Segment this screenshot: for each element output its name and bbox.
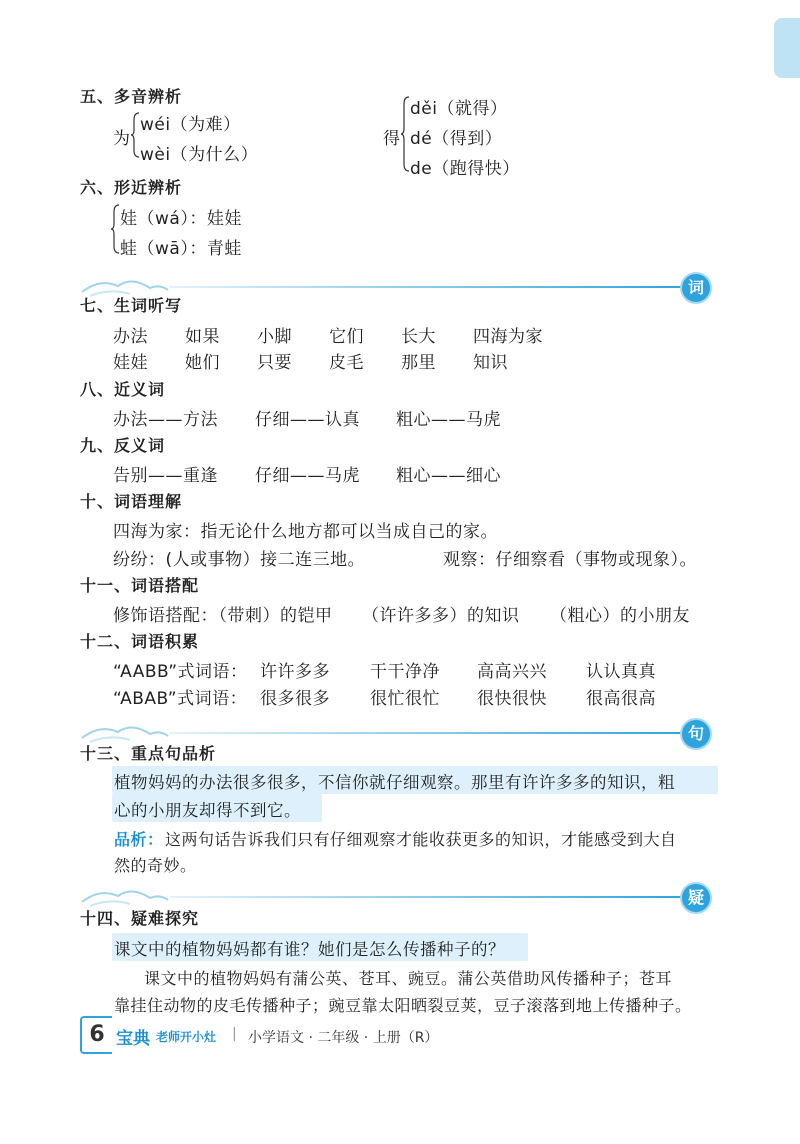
- wei-reading-2: wèi（为什么）: [140, 145, 259, 165]
- de-reading-1: děi（就得）: [410, 99, 508, 119]
- shape-brace: [110, 204, 120, 254]
- inquiry-answer-line-2: 靠挂住动物的皮毛传播种子；豌豆靠太阳晒裂豆荚，豆子滚落到地上传播种子。: [114, 996, 692, 1015]
- analysis-line-1: 这两句话告诉我们只有仔细观察才能收获更多的知识，才能感受到大自: [165, 830, 677, 849]
- word: 只要: [257, 353, 292, 373]
- collocation: （带刺）的铠甲: [210, 606, 333, 626]
- analysis-line-2: 然的奇妙。: [114, 856, 197, 875]
- section-14-title: 十四、疑难探究: [80, 909, 200, 928]
- inquiry-answer-line-1: 课文中的植物妈妈有蒲公英、苍耳、豌豆。蒲公英借助风传播种子；苍耳: [144, 969, 673, 988]
- ju-badge: 句: [680, 718, 712, 750]
- abab-word: 很多很多: [260, 689, 330, 709]
- de-reading-2: dé（得到）: [410, 129, 503, 149]
- abab-word: 很忙很忙: [370, 689, 440, 709]
- aabb-word: 认认真真: [586, 662, 656, 682]
- collocation: （粗心）的小朋友: [550, 606, 690, 626]
- word: 知识: [473, 353, 508, 373]
- cloud-icon: [80, 882, 170, 908]
- word-meaning-1: 四海为家：指无论什么地方都可以当成自己的家。: [113, 522, 498, 542]
- antonym-pair: 仔细——马虎: [255, 466, 360, 486]
- word: 娃娃: [113, 353, 148, 373]
- footer-separator: |: [232, 1026, 237, 1042]
- word: 皮毛: [329, 353, 364, 373]
- inquiry-question: 课文中的植物妈妈都有谁？她们是怎么传播种子的？: [114, 940, 505, 959]
- de-brace: [400, 96, 410, 172]
- book-title: 小学语文 · 二年级 · 上册（R）: [248, 1030, 439, 1046]
- section-5-title: 五、多音辨析: [80, 87, 183, 106]
- word: 她们: [185, 353, 220, 373]
- brand-subtitle: 老师开小灶: [156, 1030, 217, 1044]
- analysis-label: 品析：: [114, 830, 164, 849]
- antonym-pair: 粗心——细心: [396, 466, 501, 486]
- synonym-pair: 粗心——马虎: [396, 410, 501, 430]
- abab-word: 很高很高: [586, 689, 656, 709]
- section-7-title: 七、生词听写: [80, 296, 183, 315]
- section-13-title: 十三、重点句品析: [80, 744, 217, 763]
- collocation: （许许多多）的知识: [362, 606, 520, 626]
- wei-brace: [130, 112, 140, 158]
- key-sentence-line-2: 心的小朋友却得不到它。: [114, 801, 301, 820]
- word: 小脚: [257, 327, 292, 347]
- page-number: 6: [80, 1016, 112, 1054]
- word-meaning-2: 纷纷：(人或事物）接二连三地。: [113, 550, 366, 570]
- section-11-title: 十一、词语搭配: [80, 576, 200, 595]
- de-reading-3: de（跑得快）: [410, 159, 520, 179]
- synonym-pair: 仔细——认真: [255, 410, 360, 430]
- page-side-tab: [774, 18, 800, 78]
- antonym-pair: 告别——重逢: [113, 466, 218, 486]
- de-char: 得: [383, 129, 401, 149]
- abab-label: “ABAB”式词语：: [113, 689, 248, 709]
- wei-reading-1: wéi（为难）: [140, 115, 241, 135]
- word-meaning-3: 观察：仔细察看（事物或现象）。: [443, 550, 697, 570]
- aabb-label: “AABB”式词语：: [113, 662, 248, 682]
- synonym-pair: 办法——方法: [113, 410, 218, 430]
- brand-logo: 宝典: [116, 1029, 150, 1049]
- aabb-word: 高高兴兴: [477, 662, 547, 682]
- section-6-title: 六、形近辨析: [80, 178, 183, 197]
- ci-badge: 词: [680, 272, 712, 304]
- word: 如果: [185, 327, 220, 347]
- aabb-word: 干干净净: [370, 662, 440, 682]
- shape-line-1: 娃（wá）：娃娃: [120, 209, 242, 229]
- word: 办法: [113, 327, 148, 347]
- wei-char: 为: [113, 129, 131, 149]
- section-12-title: 十二、词语积累: [80, 632, 200, 651]
- section-10-title: 十、词语理解: [80, 492, 183, 511]
- abab-word: 很快很快: [477, 689, 547, 709]
- word: 四海为家: [473, 327, 543, 347]
- aabb-word: 许许多多: [260, 662, 330, 682]
- yi-badge: 疑: [680, 882, 712, 914]
- shape-line-2: 蛙（wā）：青蛙: [120, 239, 242, 259]
- section-9-title: 九、反义词: [80, 436, 166, 455]
- section-8-title: 八、近义词: [80, 380, 166, 399]
- collocation-label: 修饰语搭配：: [113, 606, 218, 626]
- word: 那里: [401, 353, 436, 373]
- word: 它们: [329, 327, 364, 347]
- key-sentence-line-1: 植物妈妈的办法很多很多，不信你就仔细观察。那里有许许多多的知识，粗: [114, 773, 675, 792]
- word: 长大: [401, 327, 436, 347]
